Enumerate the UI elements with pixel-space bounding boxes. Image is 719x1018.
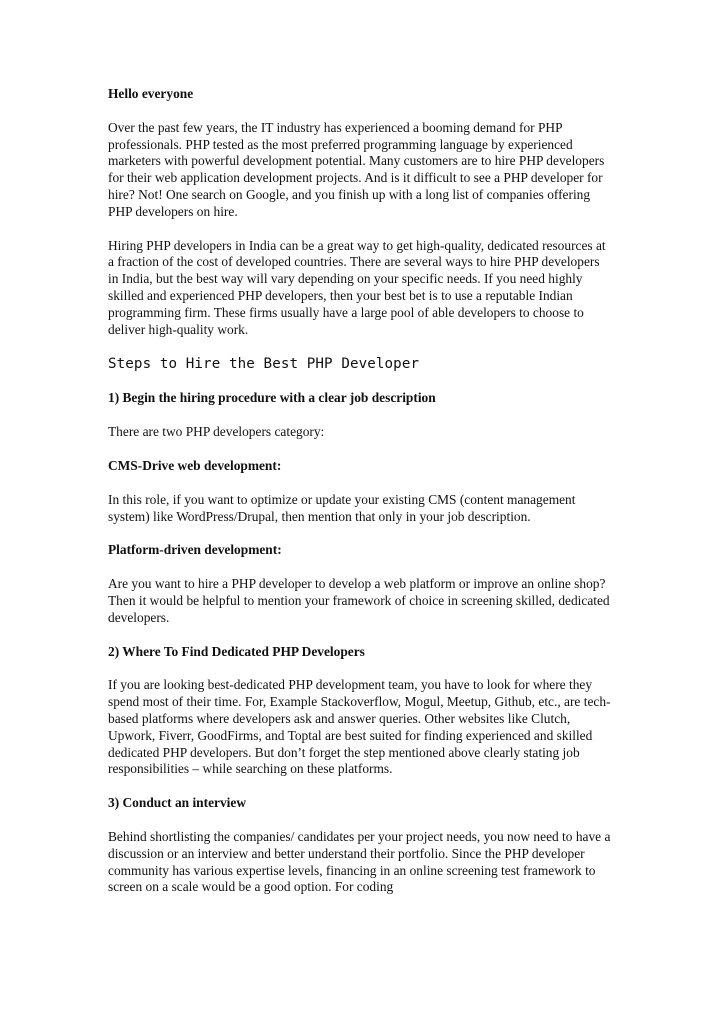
step2-text: If you are looking best-dedicated PHP development team, you have to look for where they spend most of their time. For, Example Stackoverflow, Mogul, Meetup, Github, etc., are tech-based platforms where developers ask and answer queries. Other websites like Clutch, Upwork, Fiverr, GoodFirms, and Toptal are best suited for finding experienced and skilled dedicated PHP developers. But don’t forget the step mentioned above clearly stating job responsibilities – while searching on these platforms.	[108, 677, 611, 777]
platform-text: Are you want to hire a PHP developer to develop a web platform or improve an online shop? Then it would be helpful to mention your framework of choice in screening skilled, dedicated developers.	[108, 576, 610, 625]
step2-heading: 2) Where To Find Dedicated PHP Developers	[108, 643, 365, 659]
intro-paragraph-2: Hiring PHP developers in India can be a great way to get high-quality, dedicated resources at a fraction of the cost of developed countries. There are several ways to hire PHP developers in India, but the best way will vary depending on your specific needs. If you need highly skilled and experienced PHP developers, then your best bet is to use a reputable Indian programming firm. These firms usually have a large pool of able developers to choose to deliver high-quality work.	[108, 237, 606, 337]
greeting-text: Hello everyone	[108, 86, 194, 101]
document-page	[108, 86, 613, 896]
step3-text: Behind shortlisting the companies/ candidates per your project needs, you now need to have a discussion or an interview and better understand their portfolio. Since the PHP developer community has various expertise levels, financing in an online screening test framework to screen on a scale would be a good option. For coding	[108, 828, 611, 895]
step1-heading: 1) Begin the hiring procedure with a clear job description	[108, 390, 436, 406]
cms-heading: CMS-Drive web development:	[108, 457, 282, 473]
step1-intro: There are two PHP developers category:	[108, 424, 325, 440]
platform-heading: Platform-driven development:	[108, 542, 282, 558]
step3-heading: 3) Conduct an interview	[108, 795, 246, 811]
steps-heading: Steps to Hire the Best PHP Developer	[108, 356, 420, 373]
intro-paragraph-1: Over the past few years, the IT industry has experienced a booming demand for PHP professionals. PHP tested as the most preferred programming language by experienced marketers with powerful development potential. Many customers are to hire PHP developers for their web application development projects. And is it difficult to see a PHP developer for hire? Not! One search on Google, and you finish up with a long list of companies offering PHP developers on hire.	[108, 119, 605, 219]
cms-text: In this role, if you want to optimize or update your existing CMS (content management system) like WordPress/Drupal, then mention that only in your job description.	[108, 491, 576, 524]
